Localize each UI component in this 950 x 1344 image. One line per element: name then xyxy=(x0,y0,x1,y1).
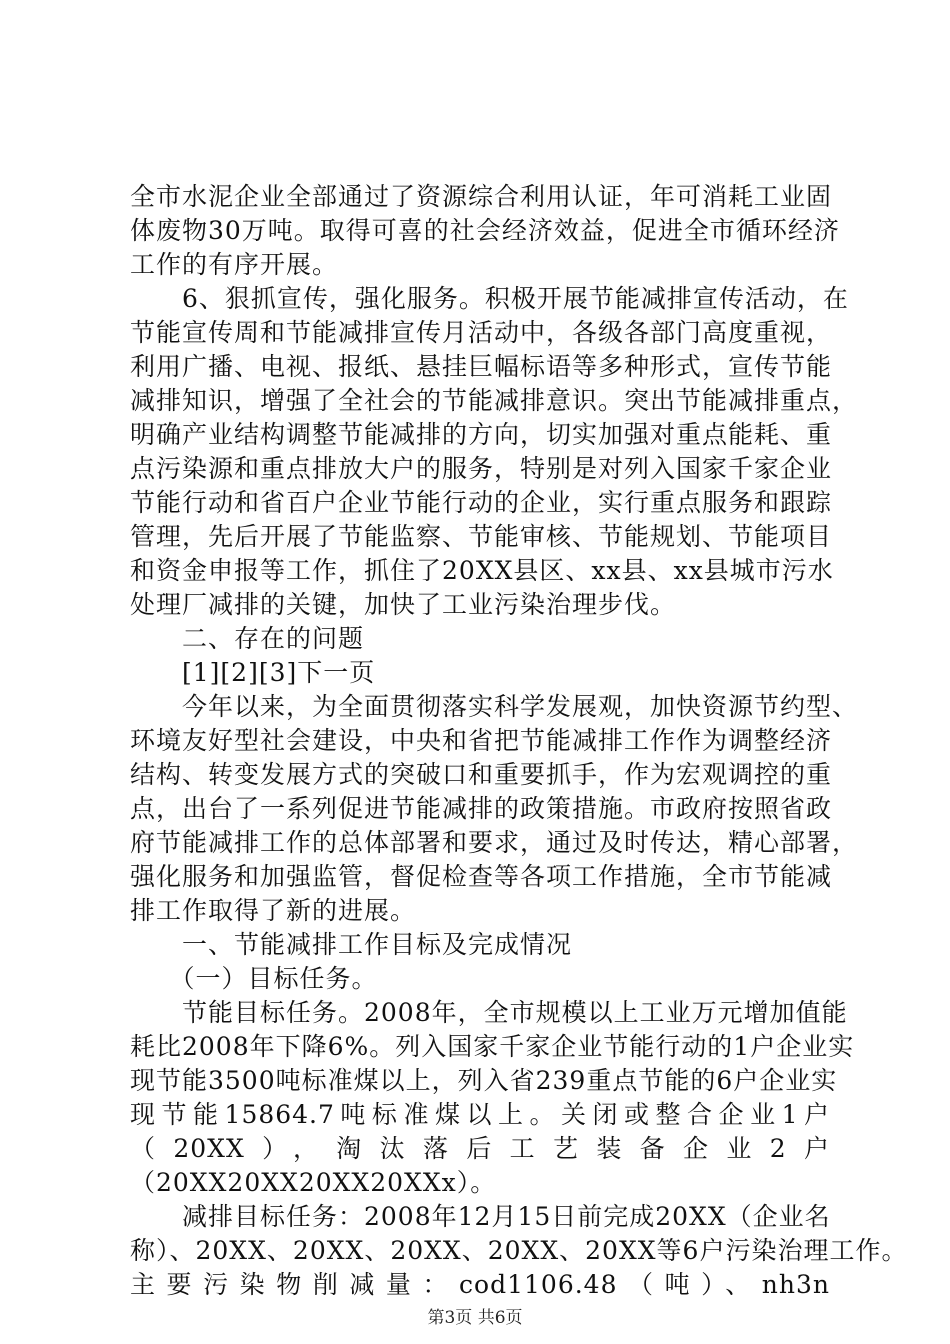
text-line: 耗比2008年下降6%。列入国家千家企业节能行动的1户企业实 xyxy=(130,1032,855,1061)
text-line: 和资金申报等工作，抓住了20XX县区、xx县、xx县城市污水 xyxy=(130,556,834,585)
text-line: 体废物30万吨。取得可喜的社会经济效益，促进全市循环经济 xyxy=(130,216,840,245)
subsection-heading: （一）目标任务。 xyxy=(130,964,378,993)
text-line: 利用广播、电视、报纸、悬挂巨幅标语等多种形式，宣传节能 xyxy=(130,352,833,381)
text-line: 工作的有序开展。 xyxy=(130,250,339,279)
text-line: 处理厂减排的关键，加快了工业污染治理步伐。 xyxy=(130,590,677,619)
text-line: 全市水泥企业全部通过了资源综合利用认证，年可消耗工业固 xyxy=(130,182,833,211)
text-line: 点污染源和重点排放大户的服务，特别是对列入国家千家企业 xyxy=(130,454,833,483)
text-line: 减排目标任务：2008年12月15日前完成20XX（企业名 xyxy=(130,1202,831,1231)
pagination-links[interactable]: [1][2][3]下一页 xyxy=(130,658,376,687)
text-line: 今年以来，为全面贯彻落实科学发展观，加快资源节约型、 xyxy=(130,692,859,721)
text-line: 节能目标任务。2008年，全市规模以上工业万元增加值能 xyxy=(130,998,848,1027)
text-line: 排工作取得了新的进展。 xyxy=(130,896,417,925)
text-line: 节能行动和省百户企业节能行动的企业，实行重点服务和跟踪 xyxy=(130,488,833,517)
text-line: 节能宣传周和节能减排宣传月活动中，各级各部门高度重视， xyxy=(130,318,833,347)
page-footer: 第3页 共6页 xyxy=(427,1308,523,1328)
text-line: 明确产业结构调整节能减排的方向，切实加强对重点能耗、重 xyxy=(130,420,833,449)
text-line: 减排知识，增强了全社会的节能减排意识。突出节能减排重点， xyxy=(130,386,859,415)
text-line: 点，出台了一系列促进节能减排的政策措施。市政府按照省政 xyxy=(130,794,833,823)
text-line: 现节能3500吨标准煤以上，列入省239重点节能的6户企业实 xyxy=(130,1066,838,1095)
text-line: 环境友好型社会建设，中央和省把节能减排工作作为调整经济 xyxy=(130,726,833,755)
text-line: 6、狠抓宣传，强化服务。积极开展节能减排宣传活动，在 xyxy=(130,284,849,313)
section-heading: 一、节能减排工作目标及完成情况 xyxy=(130,930,573,959)
section-heading: 二、存在的问题 xyxy=(130,624,365,653)
text-line: 称）、20XX、20XX、20XX、20XX、20XX等6户污染治理工作。 xyxy=(130,1236,908,1265)
text-line: 现节能15864.7吨标准煤以上。关闭或整合企业1户 xyxy=(130,1100,830,1129)
text-line: 结构、转变发展方式的突破口和重要抓手，作为宏观调控的重 xyxy=(130,760,833,789)
text-line: （20XX20XX20XX20XXx）。 xyxy=(130,1168,497,1197)
text-line: （20XX），淘汰落后工艺装备企业2户 xyxy=(130,1134,830,1163)
text-line: 强化服务和加强监管，督促检查等各项工作措施，全市节能减 xyxy=(130,862,833,891)
text-line: 主要污染物削减量：cod1106.48（吨）、nh3n xyxy=(130,1270,830,1299)
text-line: 府节能减排工作的总体部署和要求，通过及时传达，精心部署， xyxy=(130,828,859,857)
text-line: 管理，先后开展了节能监察、节能审核、节能规划、节能项目 xyxy=(130,522,833,551)
